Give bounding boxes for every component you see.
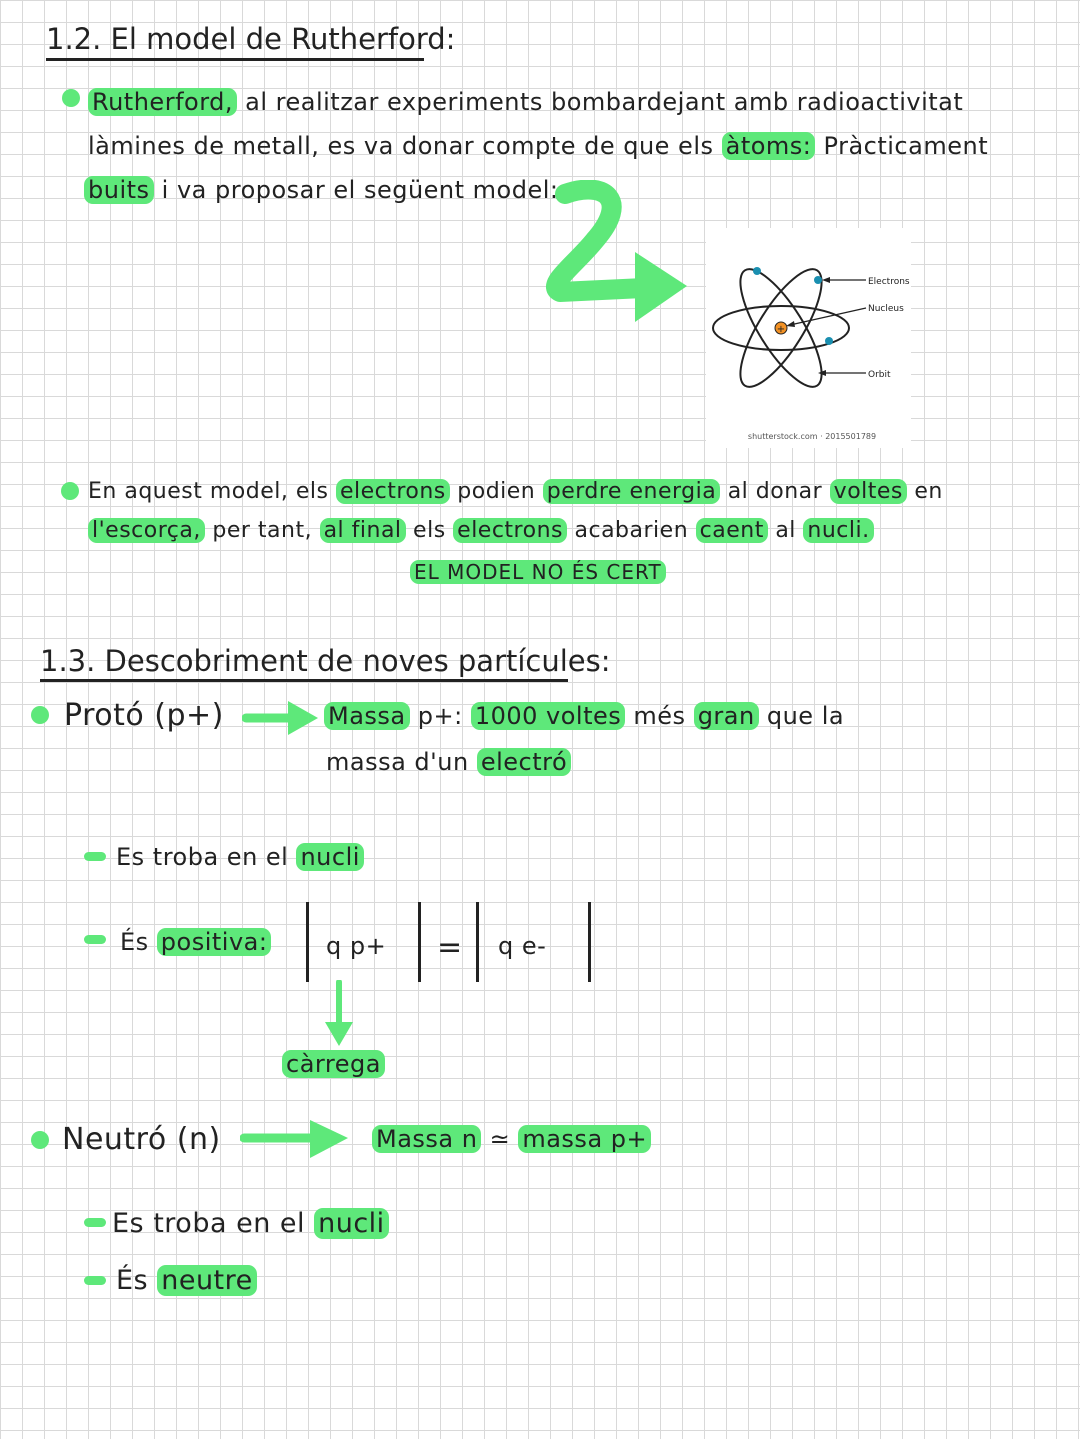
neutron-sub1: Es troba en el nucli <box>112 1208 389 1239</box>
green-arrow-icon <box>535 180 700 330</box>
bullet1-line2: làmines de metall, es va donar compte de que els àtoms: Pràcticament <box>88 132 989 160</box>
highlight-electrons-2: electrons <box>453 518 567 543</box>
bullet-dot <box>62 89 80 107</box>
neutron-mass: Massa n ≃ massa p+ <box>372 1125 651 1153</box>
section-1-title: 1.2. El model de Rutherford: <box>46 22 456 56</box>
arrow-down-icon <box>322 980 356 1050</box>
sub-bullet-dash <box>84 1218 106 1227</box>
sub-bullet-dash <box>84 935 106 944</box>
bullet1-line1: Rutherford, al realitzar experiments bombardejant amb radioactivitat <box>88 88 963 116</box>
highlight-voltes: voltes <box>830 479 907 504</box>
proton-name: Protó (p+) <box>64 698 224 733</box>
section-1-title-underline <box>46 58 424 61</box>
conclusion: EL MODEL NO ÉS CERT <box>410 560 666 584</box>
highlight-electrons: electrons <box>336 479 450 504</box>
highlight-buits: buits <box>84 176 154 204</box>
arrow-right-icon <box>240 1118 352 1162</box>
proton-sub1: Es troba en el nucli <box>116 843 364 871</box>
highlight-atoms: àtoms: <box>722 132 816 160</box>
proton-mass-line1: Massa p+: 1000 voltes més gran que la <box>324 702 844 730</box>
highlight-perdre-energia: perdre energia <box>543 479 720 504</box>
bullet2-line2: l'escorça, per tant, al final els electrons acabarien caent al nucli. <box>88 518 874 543</box>
section-2-title-underline <box>40 679 568 682</box>
bullet-dot <box>31 706 49 724</box>
sub-bullet-dash <box>84 1276 106 1285</box>
atom-model-image <box>706 228 911 448</box>
highlight-rutherford: Rutherford, <box>88 88 237 116</box>
svg-text:+: + <box>776 324 786 335</box>
formula-left: q p+ <box>326 932 387 960</box>
electron <box>814 276 822 284</box>
abs-bar <box>306 902 309 982</box>
sub-bullet-dash <box>84 852 106 861</box>
formula-right: q e- <box>498 932 547 960</box>
abs-bar <box>418 902 421 982</box>
bullet-dot <box>61 482 79 500</box>
formula-equals: = <box>437 930 463 965</box>
neutron-name: Neutró (n) <box>62 1122 221 1157</box>
highlight-al-final: al final <box>320 518 406 543</box>
electron <box>753 267 761 275</box>
bullet2-line1: En aquest model, els electrons podien perdre energia al donar voltes en <box>88 479 943 504</box>
label-nucleus: Nucleus <box>868 304 904 314</box>
proton-sub2: És positiva: <box>120 928 271 956</box>
bullet1-line3: buits i va proposar el següent model: <box>84 176 559 204</box>
label-orbit: Orbit <box>868 370 891 380</box>
electron <box>825 337 833 345</box>
label-electrons: Electrons <box>868 277 910 287</box>
highlight-nucli: nucli. <box>803 518 873 543</box>
abs-bar <box>588 902 591 982</box>
highlight-escorca: l'escorça, <box>88 518 205 543</box>
image-credit: shutterstock.com · 2015501789 <box>747 432 877 441</box>
highlight-caent: caent <box>696 518 768 543</box>
proton-mass-line2: massa d'un electró <box>326 748 571 776</box>
bullet-dot <box>31 1131 49 1149</box>
abs-bar <box>476 902 479 982</box>
section-2-title: 1.3. Descobriment de noves partícules: <box>40 644 611 678</box>
atom-diagram <box>706 228 911 448</box>
charge-label: càrrega <box>282 1050 385 1078</box>
arrow-right-icon <box>242 698 322 738</box>
neutron-sub2: És neutre <box>116 1265 257 1296</box>
